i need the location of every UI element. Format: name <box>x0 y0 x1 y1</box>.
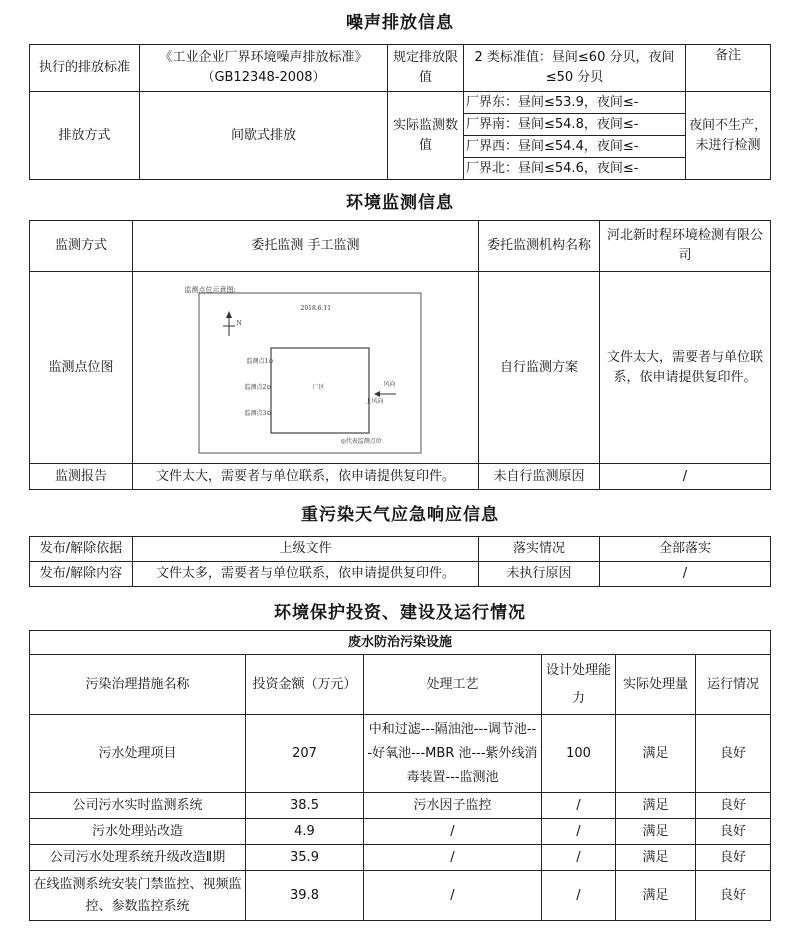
plan-label: 自行监测方案 <box>479 272 600 464</box>
row-measure-name: 公司污水处理系统升级改造Ⅱ期 <box>30 845 246 871</box>
implementation-value: 全部落实 <box>600 537 771 562</box>
measured-value-south: 厂界南：昼间≤54.8，夜间≤- <box>464 114 686 136</box>
row-actual-volume: 满足 <box>616 845 696 871</box>
investment-section-title: 环境保护投资、建设及运行情况 <box>274 603 526 623</box>
header-actual-volume: 实际处理量 <box>616 655 696 715</box>
map-factory-label: 厂区 <box>312 383 325 391</box>
map-figure <box>181 278 431 458</box>
row-actual-volume: 满足 <box>616 793 696 819</box>
row-process: / <box>364 871 542 921</box>
map-north-label: N <box>236 319 242 327</box>
noise-section-title: 噪声排放信息 <box>346 13 454 33</box>
pollution-table <box>29 536 771 587</box>
table-row <box>30 793 771 819</box>
map-date: 2018.6.11 <box>300 304 332 312</box>
row-process: / <box>364 845 542 871</box>
unexecuted-reason-value: / <box>600 562 771 587</box>
agency-value: 河北新时程环境检测有限公司 <box>600 221 771 272</box>
implementation-label: 落实情况 <box>479 537 600 562</box>
map-upwind-label: 上风向 <box>365 397 384 405</box>
map-legend: ◎代表监测点位 <box>340 437 382 445</box>
row-process: 污水因子监控 <box>364 793 542 819</box>
monitoring-point-map <box>133 272 479 464</box>
header-operation-status: 运行情况 <box>696 655 771 715</box>
map-point-3: 监测点3⊙ <box>244 409 272 417</box>
row-process: / <box>364 819 542 845</box>
table-row <box>30 845 771 871</box>
measured-value-north: 厂界北：昼间≤54.6，夜间≤- <box>464 158 686 180</box>
remark-label: 备注 <box>686 45 771 92</box>
unmonitored-reason-label: 未自行监测原因 <box>479 464 600 490</box>
monitor-method-value: 委托监测 手工监测 <box>133 221 479 272</box>
emission-mode-label: 排放方式 <box>30 92 140 180</box>
basis-label: 发布/解除依据 <box>30 537 133 562</box>
map-wind-label: 风向 <box>383 380 396 388</box>
row-design-capacity: / <box>542 793 616 819</box>
measured-label: 实际监测数值 <box>388 92 464 180</box>
agency-label: 委托监测机构名称 <box>479 221 600 272</box>
row-actual-volume: 满足 <box>616 819 696 845</box>
row-measure-name: 在线监测系统安装门禁监控、视频监控、参数监控系统 <box>30 871 246 921</box>
row-operation-status: 良好 <box>696 793 771 819</box>
row-process: 中和过滤---隔油池---调节池---好氧池---MBR 池---紫外线消毒装置---监测池 <box>364 715 542 793</box>
monitor-table <box>29 220 771 490</box>
row-measure-name: 污水处理项目 <box>30 715 246 793</box>
row-design-capacity: 100 <box>542 715 616 793</box>
pollution-section-title: 重污染天气应急响应信息 <box>301 505 499 525</box>
row-design-capacity: / <box>542 845 616 871</box>
limit-value: 2 类标准值：昼间≤60 分贝，夜间≤50 分贝 <box>464 45 686 92</box>
row-investment: 38.5 <box>246 793 364 819</box>
table-row <box>30 715 771 793</box>
row-operation-status: 良好 <box>696 871 771 921</box>
limit-label: 规定排放限值 <box>388 45 464 92</box>
noise-table <box>29 44 771 180</box>
row-investment: 35.9 <box>246 845 364 871</box>
row-actual-volume: 满足 <box>616 871 696 921</box>
row-investment: 207 <box>246 715 364 793</box>
monitor-section-title: 环境监测信息 <box>346 193 454 213</box>
emission-mode-value: 间歇式排放 <box>140 92 388 180</box>
row-investment: 39.8 <box>246 871 364 921</box>
monitor-method-label: 监测方式 <box>30 221 133 272</box>
header-investment-amount: 投资金额（万元） <box>246 655 364 715</box>
standard-label: 执行的排放标准 <box>30 45 140 92</box>
standard-value: 《工业企业厂界环境噪声排放标准》（GB12348-2008） <box>140 45 388 92</box>
header-process: 处理工艺 <box>364 655 542 715</box>
plan-value: 文件太大，需要者与单位联系，依申请提供复印件。 <box>600 272 771 464</box>
header-design-capacity: 设计处理能力 <box>542 655 616 715</box>
basis-value: 上级文件 <box>133 537 479 562</box>
map-label: 监测点位图 <box>30 272 133 464</box>
row-actual-volume: 满足 <box>616 715 696 793</box>
row-measure-name: 公司污水实时监测系统 <box>30 793 246 819</box>
unmonitored-reason-value: / <box>600 464 771 490</box>
map-point-2: 监测点2⊙ <box>244 383 272 391</box>
row-measure-name: 污水处理站改造 <box>30 819 246 845</box>
investment-subtitle: 废水防治污染设施 <box>30 631 771 655</box>
map-point-1: 监测点1⊙ <box>246 357 274 365</box>
report-value: 文件太大，需要者与单位联系，依申请提供复印件。 <box>133 464 479 490</box>
row-operation-status: 良好 <box>696 819 771 845</box>
unexecuted-reason-label: 未执行原因 <box>479 562 600 587</box>
row-operation-status: 良好 <box>696 715 771 793</box>
row-investment: 4.9 <box>246 819 364 845</box>
measured-value-east: 厂界东：昼间≤53.9，夜间≤- <box>464 92 686 114</box>
noise-remark: 夜间不生产，未进行检测 <box>686 92 771 180</box>
map-caption: 监测点位示意图: <box>184 285 236 294</box>
content-label: 发布/解除内容 <box>30 562 133 587</box>
row-operation-status: 良好 <box>696 845 771 871</box>
header-measure-name: 污染治理措施名称 <box>30 655 246 715</box>
table-row <box>30 819 771 845</box>
row-design-capacity: / <box>542 871 616 921</box>
investment-table <box>29 630 771 921</box>
table-row <box>30 871 771 921</box>
measured-value-west: 厂界西：昼间≤54.4，夜间≤- <box>464 136 686 158</box>
content-value: 文件太多，需要者与单位联系，依申请提供复印件。 <box>133 562 479 587</box>
report-label: 监测报告 <box>30 464 133 490</box>
row-design-capacity: / <box>542 819 616 845</box>
